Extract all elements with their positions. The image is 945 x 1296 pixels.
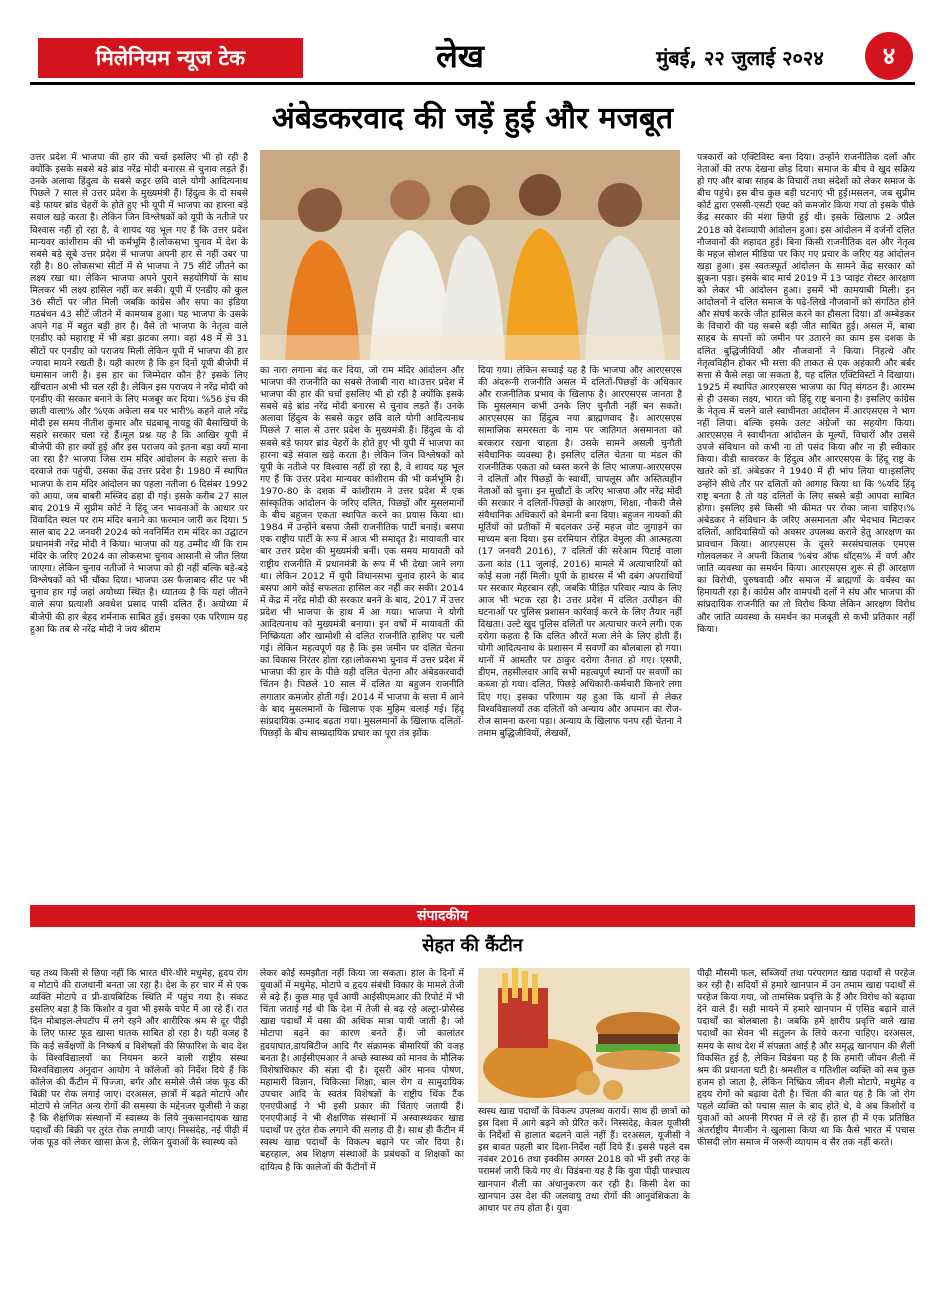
junk-food-illustration xyxy=(478,968,690,1103)
editorial-column-4: पीढ़ी मौसमी फल, सब्जियों तथा परंपरागत खाद्य पदार्थों से परहेज कर रही है। सदियों से हमारे खानपान में उन तमाम खाद्य पदार्थों से परहेज किया गया, जो तामसिक प्रवृत्ति के हैं और विरोध को बढ़ावा देने वाले हैं। सही मायने में हमारे खानपान में एसिड बढ़ाने वाले पदार्थों का बोलबाला है। जबकि हमें क्षारीय प्रवृत्ति वाले खाद्य पदार्थों का सेवन भी संतुलन के लिये करना चाहिए। दरअसल, समय के साथ देश में संपन्नता आई है और समृद्ध खानपान की शैली विकसित हुई है, लेकिन विडंबना यह है कि हमारी जीवन शैली में श्रम की प्रधानता घटी है। श्रमशील व गतिशील व्यक्ति को सब कुछ हजम हो जाता है, लेकिन निष्क्रिय जीवन शैली मोटापे, मधुमेह व हृदय रोगों को बढ़ावा देती है। चिंता की बात यह है कि जो रोग पहले व्यक्ति को पचास साल के बाद होते थे, वे अब किशोरों व युवाओं को अपनी गिरफ्त में ले रहे हैं। हाल ही में एक प्रतिष्ठित अंतर्राष्ट्रीय मैगजीन ने खुलासा किया था कि कैसे भारत में पचास फीसदी लोग समाज में जरूरी व्यायाम व सैर तक नहीं करते। xyxy=(697,968,915,1149)
article-headline: अंबेडकरवाद की जड़ें हुई और मजबूत xyxy=(271,101,674,136)
section-name: लेख xyxy=(436,37,484,75)
article-column-3: दिया गया। लेकिन सच्चाई यह है कि भाजपा और आरएसएस की अंदरूनी राजनीति असल में दलितों-पिछड़ों के अधिकार और राजनीतिक प्रभाव के खिलाफ है। आरएसएस जानता है कि मुसलमान कभी उनके लिए चुनौती नहीं बन सकते। आरएसएस का हिंदुत्व नया ब्राह्मणवाद है। आरएसएस सामाजिक समरसता के नाम पर जातिगत असमानता को बरकरार रखना चाहता है। उसके सामने असली चुनौती संवैधानिक व्यवस्था है। इसलिए दलित चेतना या मंडल की राजनीतिक एकता को ध्वस्त करने के लिए भाजपा-आरएसएस ने दलितों और पिछड़ों के स्वार्थी, चापलूस और अस्तित्वहीन नेताओं को चुना। इन मुखौटों के जरिए भाजपा और नरेंद्र मोदी की सरकार ने दलितों-पिछड़ों के आरक्षण, शिक्षा, नौकरी जैसे संवैधानिक अधिकारों को बेमानी बना दिया। बहुजन नायकों की मूर्तियों को प्रतीकों में बदलकर उन्हें महज वोट जुगाड़ने का माध्यम बना दिया। इस दरमियान रोहित वेमुला की आत्महत्या (17 जनवरी 2016), 7 दलितों की सरेआम पिटाई वाला ऊना कांड (11 जुलाई, 2016) मामले में अत्याचारियों को कोई सजा नहीं मिली। यूपी के हाथरस में भी दबंग अपराधियों पर सरकार मेहरबान रही, जबकि पीड़ित परिवार न्याय के लिए आज भी भटक रहा है। उत्तर प्रदेश में दलित उत्पीड़न की घटनाओं पर पुलिस प्रशासन कार्रवाई करने के लिए तैयार नहीं दिखता। उल्टे खुद पुलिस दलितों पर अत्याचार करने लगी। एक दरोगा कहता है कि दलित औरतें मजा लेने के लिए होती हैं।योगी आदित्यनाथ के प्रशासन में सवर्णों का बोलबाला हो गया। थानों में आमतौर पर ठाकुर दरोगा तैनात हो गए। एसपी, डीएम, तहसीलदार आदि सभी महत्वपूर्ण स्थानों पर सवर्णों का कब्जा हो गया। दलित, पिछड़े अधिकारी-कर्मचारी किनारे लगा दिए गए। इसका परिणाम यह हुआ कि थानों से लेकर विश्वविद्यालयों तक दलितों को अन्याय और अपमान का रोज-रोज सामना करना पड़ा। अन्याय के खिलाफ पनप रही चेतना ने तमाम बुद्धिजीवियों, लेखकों, xyxy=(478,365,682,739)
editorial-label: संपादकीय xyxy=(360,905,525,927)
junk-food-photo xyxy=(478,968,690,1103)
article-photo xyxy=(260,150,680,360)
article-column-1: उत्तर प्रदेश में भाजपा की हार की चर्चा इसलिए भी हो रही है क्योंकि इसके सबसे बड़े ब्रांड नरेंद्र मोदी बनारस से चुनाव लड़ते हैं। उनके अलावा हिंदुत्व के सबसे कट्टर छवि वाले योगी आदित्यनाथ पिछले 7 साल से उत्तर प्रदेश के मुख्यमंत्री हैं। हिंदुत्व के दो सबसे बड़े फायर ब्रांड चेहरों के होते हुए भी यूपी में भाजपा का हारना बड़े सवाल खड़े करता है। लेकिन जिन विश्लेषकों को यूपी के नतीजे पर विश्वास नहीं हो रहा है, वे शायद यह भूल गए हैं कि उत्तर प्रदेश मान्यवर कांशीराम की भी कर्मभूमि है।लोकसभा चुनाव में देश के सबसे बड़े सूबे उत्तर प्रदेश में भाजपा अपनी हार से नहीं उबर पा रही है। 80 लोकसभा सीटों में से भाजपा ने 75 सीटें जीतने का लक्ष्य रखा था। लेकिन भाजपा अपने पुराने सहयोगियों के साथ मिलकर भी लक्ष्य हासिल नहीं कर सकी। यूपी में एनडीए को कुल 36 सीटों पर जीत मिली जबकि कांग्रेस और सपा का इंडिया गठबंधन 43 सीटें जीतने में कामयाब हुआ। यह भाजपा के उसके अपने गढ़ में बहुत बड़ी हार है। वैसे तो भाजपा के नेतृत्व वाले एनडीए को महाराष्ट्र में भी बड़ा झटका लगा। वहां 48 में से 31 सीटों पर एनडीए को पराजय मिली लेकिन यूपी में भाजपा की हार ज्यादा मायने रखती है। यही कारण है कि इन दिनों यूपी बीजेपी में घमासान जारी है। इस हार का जिम्मेदार कौन है? इसके लिए खींचतान अभी भी चल रही है। लेकिन इस पराजय ने नरेंद्र मोदी को एनडीए की सरकार बनाने के लिए मजबूर कर दिया। %56 इंच की छाती वाला% और %एक अकेला सब पर भारी% कहने वाले नरेंद्र मोदी इस समय नीतीश कुमार और चंद्रबाबू नायडू की बैसाखियों के सहारे सरकार चला रहे हैं।मूल प्रश्न यह है कि आखिर यूपी में बीजेपी की हार क्यों हुई और इस पराजय को इतना बड़ा क्यों माना जा रहा है? भाजपा जिस राम मंदिर आंदोलन के सहारे सत्ता के दरवाजे तक पहुंची, उसका केंद्र उत्तर प्रदेश है। 1980 में स्थापित भाजपा के राम मंदिर आंदोलन का पहला नतीजा 6 दिसंबर 1992 को आया, जब बाबरी मस्जिद ढहा दी गई। इसके करीब 27 साल बाद 2019 में सुप्रीम कोर्ट ने हिंदू जन भावनाओं के आधार पर विवादित स्थल पर राम मंदिर बनाने का फरमान जारी कर दिया। 5 साल बाद 22 जनवरी 2024 को नवनिर्मित राम मंदिर का उद्घाटन प्रधानमंत्री नरेंद्र मोदी ने किया। भाजपा को यह उम्मीद थी कि राम मंदिर के जरिए 2024 का लोकसभा चुनाव आसानी से जीत लिया जाएगा। लेकिन चुनाव नतीजों ने भाजपा को ही नहीं बल्कि बड़े-बड़े विश्लेषकों को भी चौंका दिया। भाजपा उस फैजाबाद सीट पर भी चुनाव हार गई जहां अयोध्या स्थित है। ध्यातव्य है कि यहां जीतने वाले सपा प्रत्याशी अवधेश प्रसाद पासी दलित हैं। अयोध्या में बीजेपी की हार बेहद शर्मनाक साबित हुई। इसका एक परिणाम यह हुआ कि तब से नरेंद्र मोदी ने जय श्रीराम xyxy=(30,152,248,635)
masthead-rule xyxy=(30,82,915,85)
article-column-4: पत्रकारों को एक्टिविस्ट बना दिया। उन्होंने राजनीतिक दलों और नेताओं की तरफ देखना छोड़ दिया। समाज के बीच वे खुद सक्रिय हो गए और बाबा साहब के विचारों तथा संदेशों को लेकर समाज के बीच पहुंचे। इस बीच कुछ बड़ी घटनाएं भी हुईं।मसलन, जब सुप्रीम कोर्ट द्वारा एससी-एसटी एक्ट को कमजोर किया गया तो इसके पीछे केंद्र सरकार की मंशा छिपी हुई थी। इसके खिलाफ 2 अप्रैल 2018 को देशव्यापी आंदोलन हुआ। इस आंदोलन में दर्जनों दलित नौजवानों की शहादत हुई। बिना किसी राजनीतिक दल और नेतृत्व के महज सोशल मीडिया पर किए गए प्रचार के जरिए यह आंदोलन खड़ा हुआ। इस स्वतःस्फूर्त आंदोलन के सामने केंद्र सरकार को झुकना पड़ा। इसके बाद मार्च 2019 में 13 प्वाइंट रोस्टर आरक्षण को लेकर भी आंदोलन हुआ। इसमें भी कामयाबी मिली। इन आंदोलनों ने दलित समाज के पढ़े-लिखे नौजवानों को संगठित होने और संघर्ष करके जीत हासिल करने का हौसला दिया। डॉ अम्बेडकर के विचारों की यह सबसे बड़ी जीत साबित हुई। असल में, बाबा साहब के सपनों को जमीन पर उतारने का काम इस दशक के दलित बुद्धिजीवियों और नौजवानों ने किया। निहत्थे और नेतृत्वविहीन होकर भी सत्ता की ताकत से एक अहंकारी और बर्बर सत्ता से कैसे लड़ा जा सकता है, यह दलित एक्टिविस्टों ने दिखाया।1925 में स्थापित आरएसएस भाजपा का पितृ संगठन है। आरम्भ से ही उसका लक्ष्य, भारत को हिंदू राष्ट्र बनाना है। इसलिए कांग्रेस के नेतृत्व में चलने वाले स्वाधीनता आंदोलन में आरएसएस ने भाग नहीं लिया। बल्कि इसके उलट अंग्रेजों का सहयोग किया। आरएसएस ने स्वाधीनता आंदोलन के मूल्यों, विचारों और उससे उपजे संविधान को कभी ना तो पसंद किया और ना ही स्वीकार किया। वीडी सावरकर के हिंदुत्व और आरएसएस के हिंदू राष्ट्र के खतरे को डॉ. अंबेडकर ने 1940 में ही भांप लिया था।इसलिए उन्होंने सीधे तौर पर दलितों को आगाह किया था कि %यदि हिंदू राष्ट्र बनता है तो यह दलितों के लिए सबसे बड़ी आपदा साबित होगा। इसलिए इसे किसी भी कीमत पर रोका जाना चाहिए।% अंबेडकर ने संविधान के जरिए असमानता और भेदभाव मिटाकर दलितों, आदिवासियों को अवसर उपलब्ध कराने हेतु आरक्षण का प्रावधान किया। आरएसएस के दूसरे सरसंघचालक एमएस गोलवलकर ने अपनी किताब %बंच ऑफ थॉट्स% में वर्ण और जाति व्यवस्था का समर्थन किया। आरएसएस शुरू से ही आरक्षण का विरोधी, पुरुषवादी और समाज में ब्राह्मणों के वर्चस्व का हिमायती रहा है। कांग्रेस और वामपंथी दलों ने संघ और भाजपा की सांप्रदायिक राजनीति का तो विरोध किया लेकिन आरक्षण विरोध और जाति व्यवस्था के समर्थन का मजबूती से कभी प्रतिकार नहीं किया। xyxy=(697,152,915,635)
editorial-title: सेहत की कैंटीन xyxy=(422,935,523,956)
masthead xyxy=(30,30,915,85)
politicians-photo-illustration xyxy=(260,150,680,360)
article-column-2: का नारा लगाना बंद कर दिया, जो राम मंदिर आंदोलन और भाजपा की राजनीति का सबसे तेजाबी नारा था।उत्तर प्रदेश में भाजपा की हार की चर्चा इसलिए भी हो रही है क्योंकि इसके सबसे बड़े ब्रांड नरेंद्र मोदी बनारस से चुनाव लड़ते हैं। उनके अलावा हिंदुत्व के सबसे कट्टर छवि वाले योगी आदित्यनाथ पिछले 7 साल से उत्तर प्रदेश के मुख्यमंत्री हैं। हिंदुत्व के दो सबसे बड़े फायर ब्रांड चेहरों के होते हुए भी यूपी में भाजपा का हारना बड़े सवाल खड़े करता है। लेकिन जिन विश्लेषकों को यूपी के नतीजे पर विश्वास नहीं हो रहा है, वे शायद यह भूल गए हैं कि उत्तर प्रदेश मान्यवर कांशीराम की भी कर्मभूमि है। 1970-80 के दशक में कांशीराम ने उत्तर प्रदेश में एक सांस्कृतिक आंदोलन के जरिए दलित, पिछड़ों और मुसलमानों के बीच बहुजन एकता स्थापित करने का प्रयास किया था। 1984 में उन्होंने बसपा जैसी राजनीतिक पार्टी बनाई। बसपा एक राष्ट्रीय पार्टी के रूप में आज भी समादृत है। मायावती चार बार उत्तर प्रदेश की मुख्यमंत्री बनीं। एक समय मायावती को राष्ट्रीय राजनीति में प्रधानमंत्री के रूप में भी देखा जाने लगा था। लेकिन 2012 में यूपी विधानसभा चुनाव हारने के बाद बसपा आगे कोई सफलता हासिल कर नहीं कर सकी। 2014 में केंद्र में नरेंद्र मोदी की सरकार बनने के बाद, 2017 में उत्तर प्रदेश भी भाजपा के हाथ में आ गया। भाजपा ने योगी आदित्यनाथ को मुख्यमंत्री बनाया। इन वर्षों में मायावती की निष्क्रियता और खामोशी से दलित राजनीति हाशिए पर चली गई। लेकिन महत्वपूर्ण यह है कि इस जमीन पर दलित चेतना का विकास निरंतर होता रहा।लोकसभा चुनाव में उत्तर प्रदेश में भाजपा की हार के पीछे यही दलित चेतना और अंबेडकरवादी चिंतन है। पिछले 10 साल में दलित या बहुजन राजनीति लगातार कमजोर होती गई। 2014 में भाजपा के सत्ता में आने के बाद मुसलमानों के खिलाफ एक मुहिम चलाई गई। हिंदू सांप्रदायिक उन्माद बढ़ता गया। मुसलमानों के खिलाफ दलितों-पिछड़ों के बीच साम्प्रदायिक प्रचार का पूरा तंत्र झोंक xyxy=(260,365,464,739)
editorial-column-1: यह तथ्य किसी से छिपा नहीं कि भारत धीरे-धीरे मधुमेह, हृदय रोग व मोटापे की राजधानी बनता जा रहा है। देश के हर चार में से एक व्यक्ति मोटापे व प्री-डायबिटिक स्थिति में पहुंच गया है। संकट इसलिए बड़ा है कि किशोर व युवा भी इसके चपेट में आ रहे हैं। रात दिन मोबाइल-लेपटॉप में लगे रहने और शारीरिक श्रम से दूर पीढ़ी के लिए फास्ट फूड खासा घातक साबित हो रहा है। यही वजह है कि कई सर्वेक्षणों के निष्कर्ष व विशेषज्ञों की सिफारिश के बाद देश के विश्वविद्यालयों का नियमन करने वाली राष्ट्रीय संस्था विश्वविद्यालय अनुदान आयोग ने कॉलेजों को निर्देश दिये हैं कि कॉलेज की कैंटीन में पिज्जा, बर्गर और समोसे जैसे जंक फूड की बिक्री पर रोक लगाई जाए। दरअसल, छात्रों में बढ़ते मोटापे और मोटापे से जनित अन्य रोगों की समस्या के मद्देनजर यूजीसी ने कहा है कि शैक्षणिक संस्थानों में स्वास्थ्य के लिये नुकसानदायक खाद्य पदार्थों की बिक्री पर तुरंत रोक लगायी जाए। निस्संदेह, नई पीढ़ी में जंक फूड को लेकर खासा क्रेज है, लेकिन युवाओं के स्वास्थ्य को xyxy=(30,968,248,1149)
issue-date: मुंबई, २२ जुलाई २०२४ xyxy=(656,46,824,70)
paper-name: मिलेनियम न्यूज टेक xyxy=(38,38,303,78)
editorial-column-2: लेकर कोई समझौता नहीं किया जा सकता। हाल के दिनों में युवाओं में मधुमेह, मोटापे व हृदय संबंधी विकार के मामले तेजी से बढ़े हैं। कुछ माह पूर्व आयी आईसीएमआर की रिपोर्ट में भी चिंता जताई गई थी कि देश में तेजी से बढ़ रहे अल्ट्रा-प्रोसेस्ड खाद्य पदार्थों में वसा की अधिक मात्रा पायी जाती है। जो मोटापा बढ़ने का कारण बनते हैं। जो कालांतर हृदयाघात,डायबिटीज आदि गैर संक्रामक बीमारियों की वजह बनता है। आईसीएमआर ने अच्छे स्वास्थ्य को मानव के मौलिक विशेषाधिकार की संज्ञा दी है। दूसरी ओर मानव पोषण, महामारी विज्ञान, चिकित्सा शिक्षा, बाल रोग व सामुदायिक उपचार आदि के स्वतंत्र विशेषज्ञों के राष्ट्रीय थिंक टैंक एनएपीआई ने भी इसी प्रकार की चिंताएं जतायी हैं। एनएपीआई ने भी शैक्षणिक संस्थानों में अस्वास्थ्यकर खाद्य पदार्थों पर तुरंत रोक लगाने की सलाह दी है। साथ ही कैंटीन में स्वस्थ खाद्य पदार्थों के विकल्प बढ़ाने पर जोर दिया है। बहरहाल, अब शिक्षण संस्थाओं के प्रबंधकों व शिक्षकों का दायित्व है कि कालेजों की कैंटीनों में xyxy=(260,968,464,1173)
page-number: ४ xyxy=(865,32,913,80)
editorial-column-3: स्वस्थ खाद्य पदार्थों के विकल्प उपलब्ध करायें। साथ ही छात्रों को इस दिशा में आगे बढ़ने को प्रेरित करें। निस्संदेह, केवल यूजीसी के निर्देशों से हालात बदलने वाले नहीं हैं। दरअसल, यूजीसी ने इस बावत पहली बार दिशा-निर्देश नहीं दिये हैं। इससे पहले दस नवंबर 2016 तथा इक्कीस अगस्त 2018 को भी इसी तरह के परामर्श जारी किये गए थे। विडंबना यह है कि युवा पीढ़ी पाश्चात्य खानपान शैली का अंधानुकरण कर रही है। किसी देश का खानपान उस देश की जलवायु तथा रोगों की आनुवंशिकता के आधार पर तय होता है। युवा xyxy=(478,1106,690,1214)
